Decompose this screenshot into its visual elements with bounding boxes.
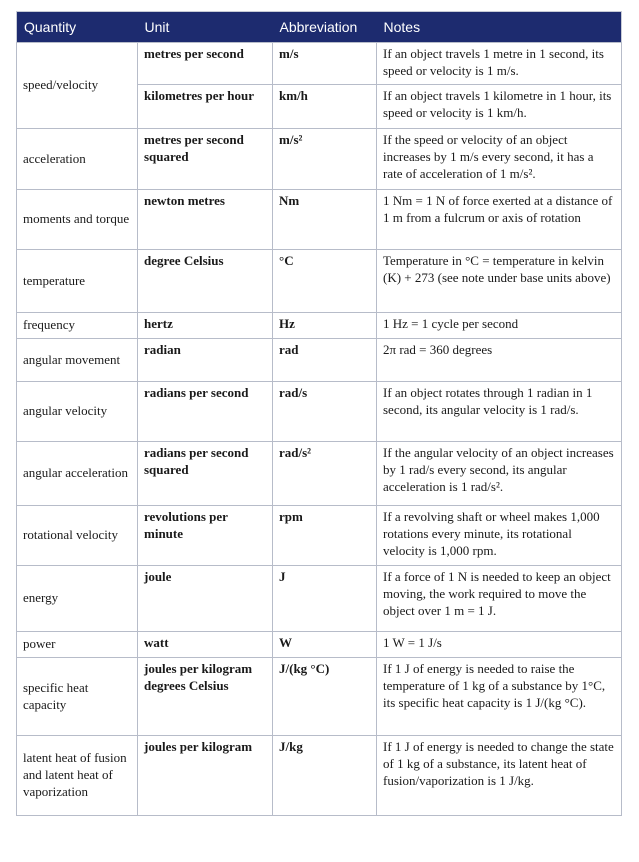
unit-cell: radians per second bbox=[138, 382, 273, 442]
header-quantity: Quantity bbox=[17, 12, 138, 43]
abbreviation-cell: W bbox=[273, 632, 377, 658]
quantity-cell: latent heat of fusion and latent heat of vaporization bbox=[17, 736, 138, 816]
abbreviation-cell: rad/s bbox=[273, 382, 377, 442]
quantity-cell: temperature bbox=[17, 250, 138, 313]
abbreviation-cell: rpm bbox=[273, 506, 377, 566]
table-row bbox=[17, 632, 622, 658]
notes-cell: 1 W = 1 J/s bbox=[377, 632, 622, 658]
table-row bbox=[17, 658, 622, 736]
table-row bbox=[17, 506, 622, 566]
abbreviation-cell: km/h bbox=[273, 85, 377, 129]
table-row bbox=[17, 736, 622, 816]
notes-cell: Temperature in °C = temperature in kelvin (K) + 273 (see note under base units above) bbox=[377, 250, 622, 313]
abbreviation-cell: °C bbox=[273, 250, 377, 313]
quantity-cell: frequency bbox=[17, 313, 138, 339]
notes-cell: If the angular velocity of an object increases by 1 rad/s every second, its angular acceleration is 1 rad/s². bbox=[377, 442, 622, 506]
notes-cell: If 1 J of energy is needed to change the state of 1 kg of a substance, its latent heat of fusion/vaporization is 1 J/kg. bbox=[377, 736, 622, 816]
notes-cell: If an object travels 1 metre in 1 second, its speed or velocity is 1 m/s. bbox=[377, 43, 622, 85]
unit-cell: kilometres per hour bbox=[138, 85, 273, 129]
abbreviation-cell: J/(kg °C) bbox=[273, 658, 377, 736]
abbreviation-cell: J bbox=[273, 566, 377, 632]
abbreviation-cell: J/kg bbox=[273, 736, 377, 816]
abbreviation-cell: rad bbox=[273, 339, 377, 382]
abbreviation-cell: m/s bbox=[273, 43, 377, 85]
table-row bbox=[17, 313, 622, 339]
abbreviation-cell: Nm bbox=[273, 190, 377, 250]
quantity-cell: speed/velocity bbox=[17, 43, 138, 129]
table-row bbox=[17, 566, 622, 632]
unit-cell: joules per kilogram bbox=[138, 736, 273, 816]
notes-cell: If 1 J of energy is needed to raise the temperature of 1 kg of a substance by 1°C, its specific heat capacity is 1 J/(kg °C). bbox=[377, 658, 622, 736]
unit-cell: newton metres bbox=[138, 190, 273, 250]
quantity-cell: angular movement bbox=[17, 339, 138, 382]
unit-cell: revolutions per minute bbox=[138, 506, 273, 566]
notes-cell: 1 Nm = 1 N of force exerted at a distance of 1 m from a fulcrum or axis of rotation bbox=[377, 190, 622, 250]
unit-cell: radian bbox=[138, 339, 273, 382]
abbreviation-cell: m/s² bbox=[273, 129, 377, 190]
header-unit: Unit bbox=[138, 12, 273, 43]
quantity-cell: moments and torque bbox=[17, 190, 138, 250]
table-row bbox=[17, 442, 622, 506]
notes-cell: If a force of 1 N is needed to keep an object moving, the work required to move the object over 1 m = 1 J. bbox=[377, 566, 622, 632]
quantity-cell: energy bbox=[17, 566, 138, 632]
quantity-cell: angular velocity bbox=[17, 382, 138, 442]
table-row bbox=[17, 382, 622, 442]
notes-cell: If an object travels 1 kilometre in 1 hour, its speed or velocity is 1 km/h. bbox=[377, 85, 622, 129]
notes-cell: 1 Hz = 1 cycle per second bbox=[377, 313, 622, 339]
unit-cell: metres per second bbox=[138, 43, 273, 85]
unit-cell: joules per kilogram degrees Celsius bbox=[138, 658, 273, 736]
quantity-cell: acceleration bbox=[17, 129, 138, 190]
unit-cell: radians per second squared bbox=[138, 442, 273, 506]
header-notes: Notes bbox=[377, 12, 622, 43]
table-row bbox=[17, 129, 622, 190]
table-row bbox=[17, 250, 622, 313]
notes-cell: If an object rotates through 1 radian in 1 second, its angular velocity is 1 rad/s. bbox=[377, 382, 622, 442]
header-row bbox=[17, 12, 622, 43]
table-row bbox=[17, 43, 622, 85]
notes-cell: 2π rad = 360 degrees bbox=[377, 339, 622, 382]
unit-cell: metres per second squared bbox=[138, 129, 273, 190]
unit-cell: hertz bbox=[138, 313, 273, 339]
unit-cell: degree Celsius bbox=[138, 250, 273, 313]
unit-cell: watt bbox=[138, 632, 273, 658]
quantity-cell: angular acceleration bbox=[17, 442, 138, 506]
abbreviation-cell: Hz bbox=[273, 313, 377, 339]
quantity-cell: power bbox=[17, 632, 138, 658]
table-row bbox=[17, 339, 622, 382]
header-abbreviation: Abbreviation bbox=[273, 12, 377, 43]
quantity-cell: rotational velocity bbox=[17, 506, 138, 566]
table-row bbox=[17, 190, 622, 250]
units-table bbox=[16, 11, 622, 816]
quantity-cell: specific heat capacity bbox=[17, 658, 138, 736]
notes-cell: If the speed or velocity of an object increases by 1 m/s every second, it has a rate of acceleration of 1 m/s². bbox=[377, 129, 622, 190]
unit-cell: joule bbox=[138, 566, 273, 632]
units-table-container bbox=[16, 11, 621, 816]
notes-cell: If a revolving shaft or wheel makes 1,000 rotations every minute, its rotational velocity is 1,000 rpm. bbox=[377, 506, 622, 566]
abbreviation-cell: rad/s² bbox=[273, 442, 377, 506]
